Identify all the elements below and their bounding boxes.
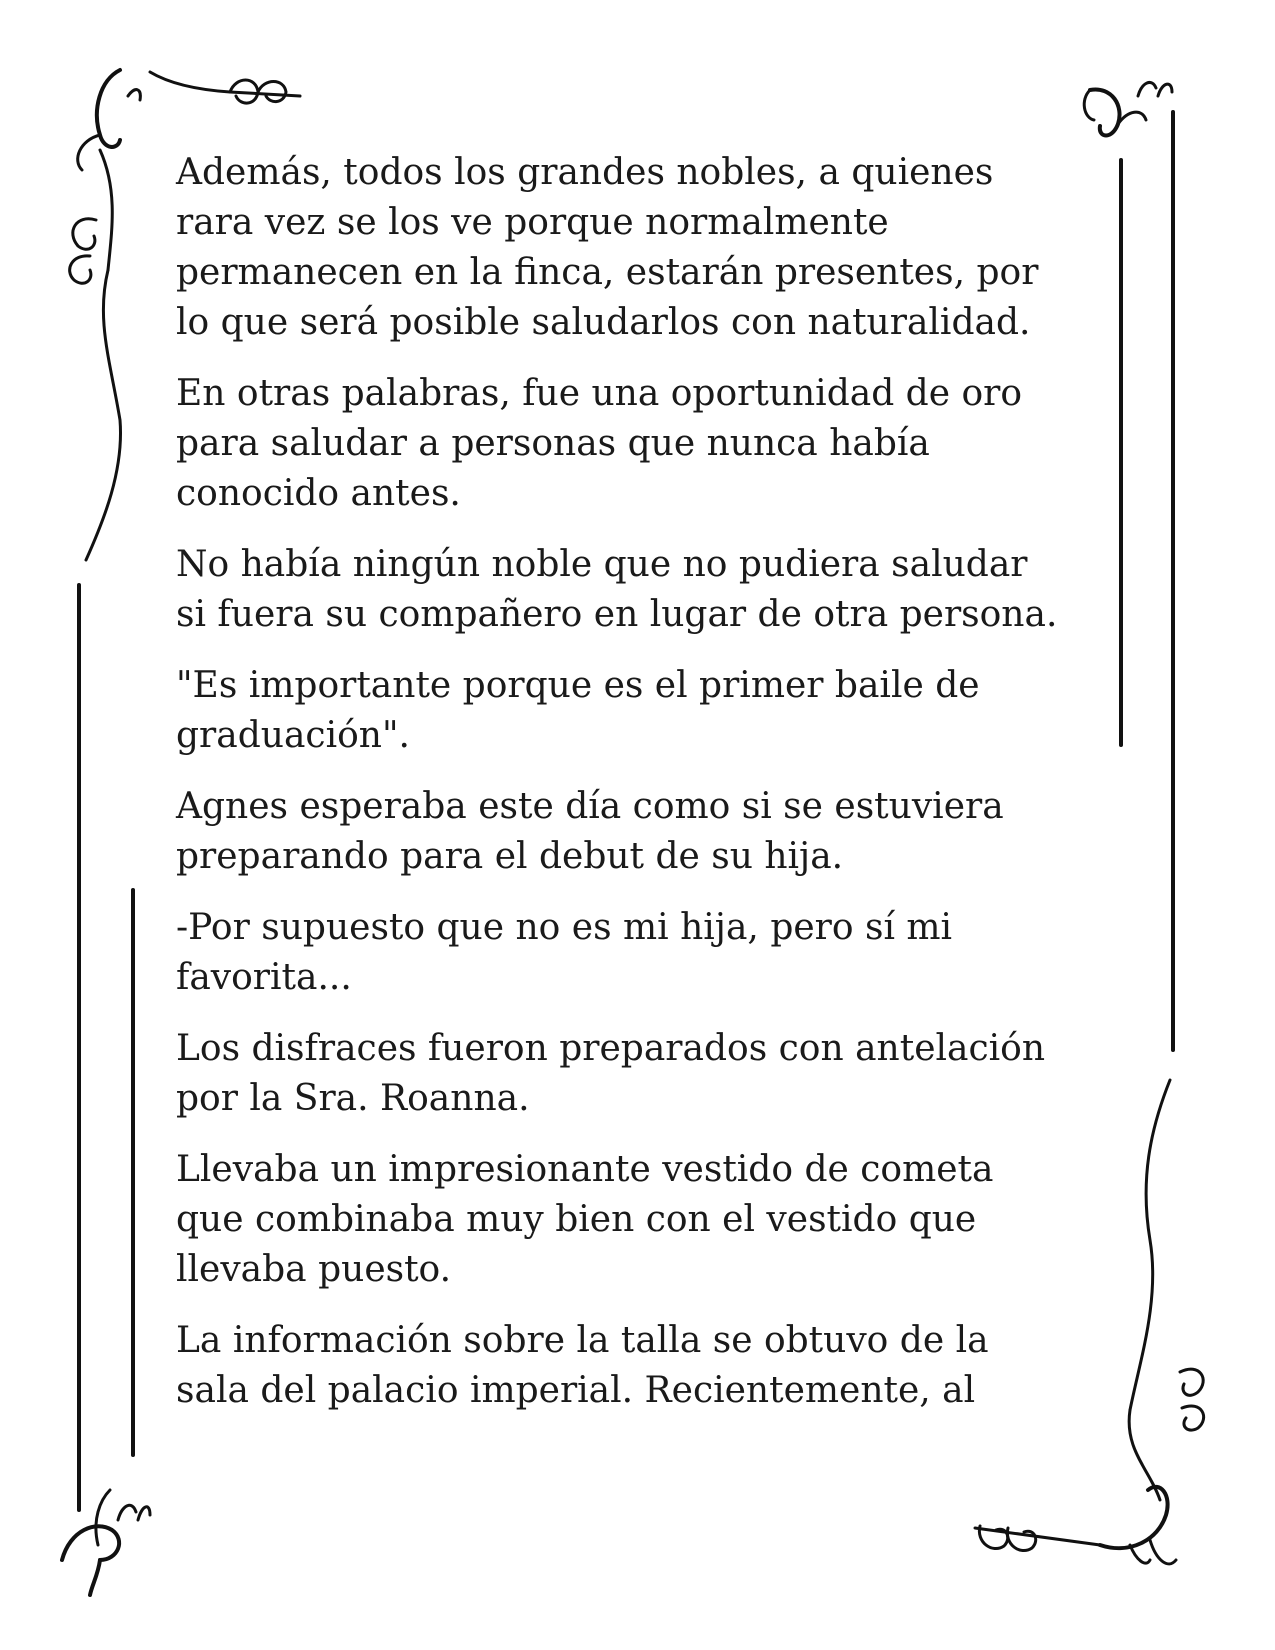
top-right-flourish-icon [1084, 82, 1172, 135]
paragraph-5: Agnes esperaba este día como si se estuviera preparando para el debut de su hija. [176, 786, 1004, 877]
bottom-right-flourish-icon [975, 1487, 1176, 1564]
right-scroll-swirl-icon [1129, 1080, 1204, 1500]
paragraph-3: No había ningún noble que no pudiera saludar si fuera su compañero en lugar de otra persona. [176, 544, 1058, 635]
paragraph-4: "Es importante porque es el primer baile de graduación". [176, 665, 980, 756]
paragraph-7: Los disfraces fueron preparados con antelación por la Sra. Roanna. [176, 1028, 1046, 1119]
paragraph-8: Llevaba un impresionante vestido de cometa que combinaba muy bien con el vestido que llevaba puesto. [176, 1149, 994, 1290]
paragraph-9: La información sobre la talla se obtuvo de la sala del palacio imperial. Recientemente, al [176, 1320, 989, 1411]
bottom-left-flourish-icon [62, 1490, 150, 1595]
paragraph-6: -Por supuesto que no es mi hija, pero sí mi favorita... [176, 907, 953, 998]
text-column [176, 148, 1106, 1437]
paragraph-2: En otras palabras, fue una oportunidad de oro para saludar a personas que nunca había conocido antes. [176, 373, 1023, 514]
paragraph-1: Además, todos los grandes nobles, a quienes rara vez se los ve porque normalmente permanecen en la finca, estarán presentes, por lo que será posible saludarlos con naturalidad. [176, 152, 1039, 343]
left-scroll-swirl-icon [70, 150, 121, 560]
